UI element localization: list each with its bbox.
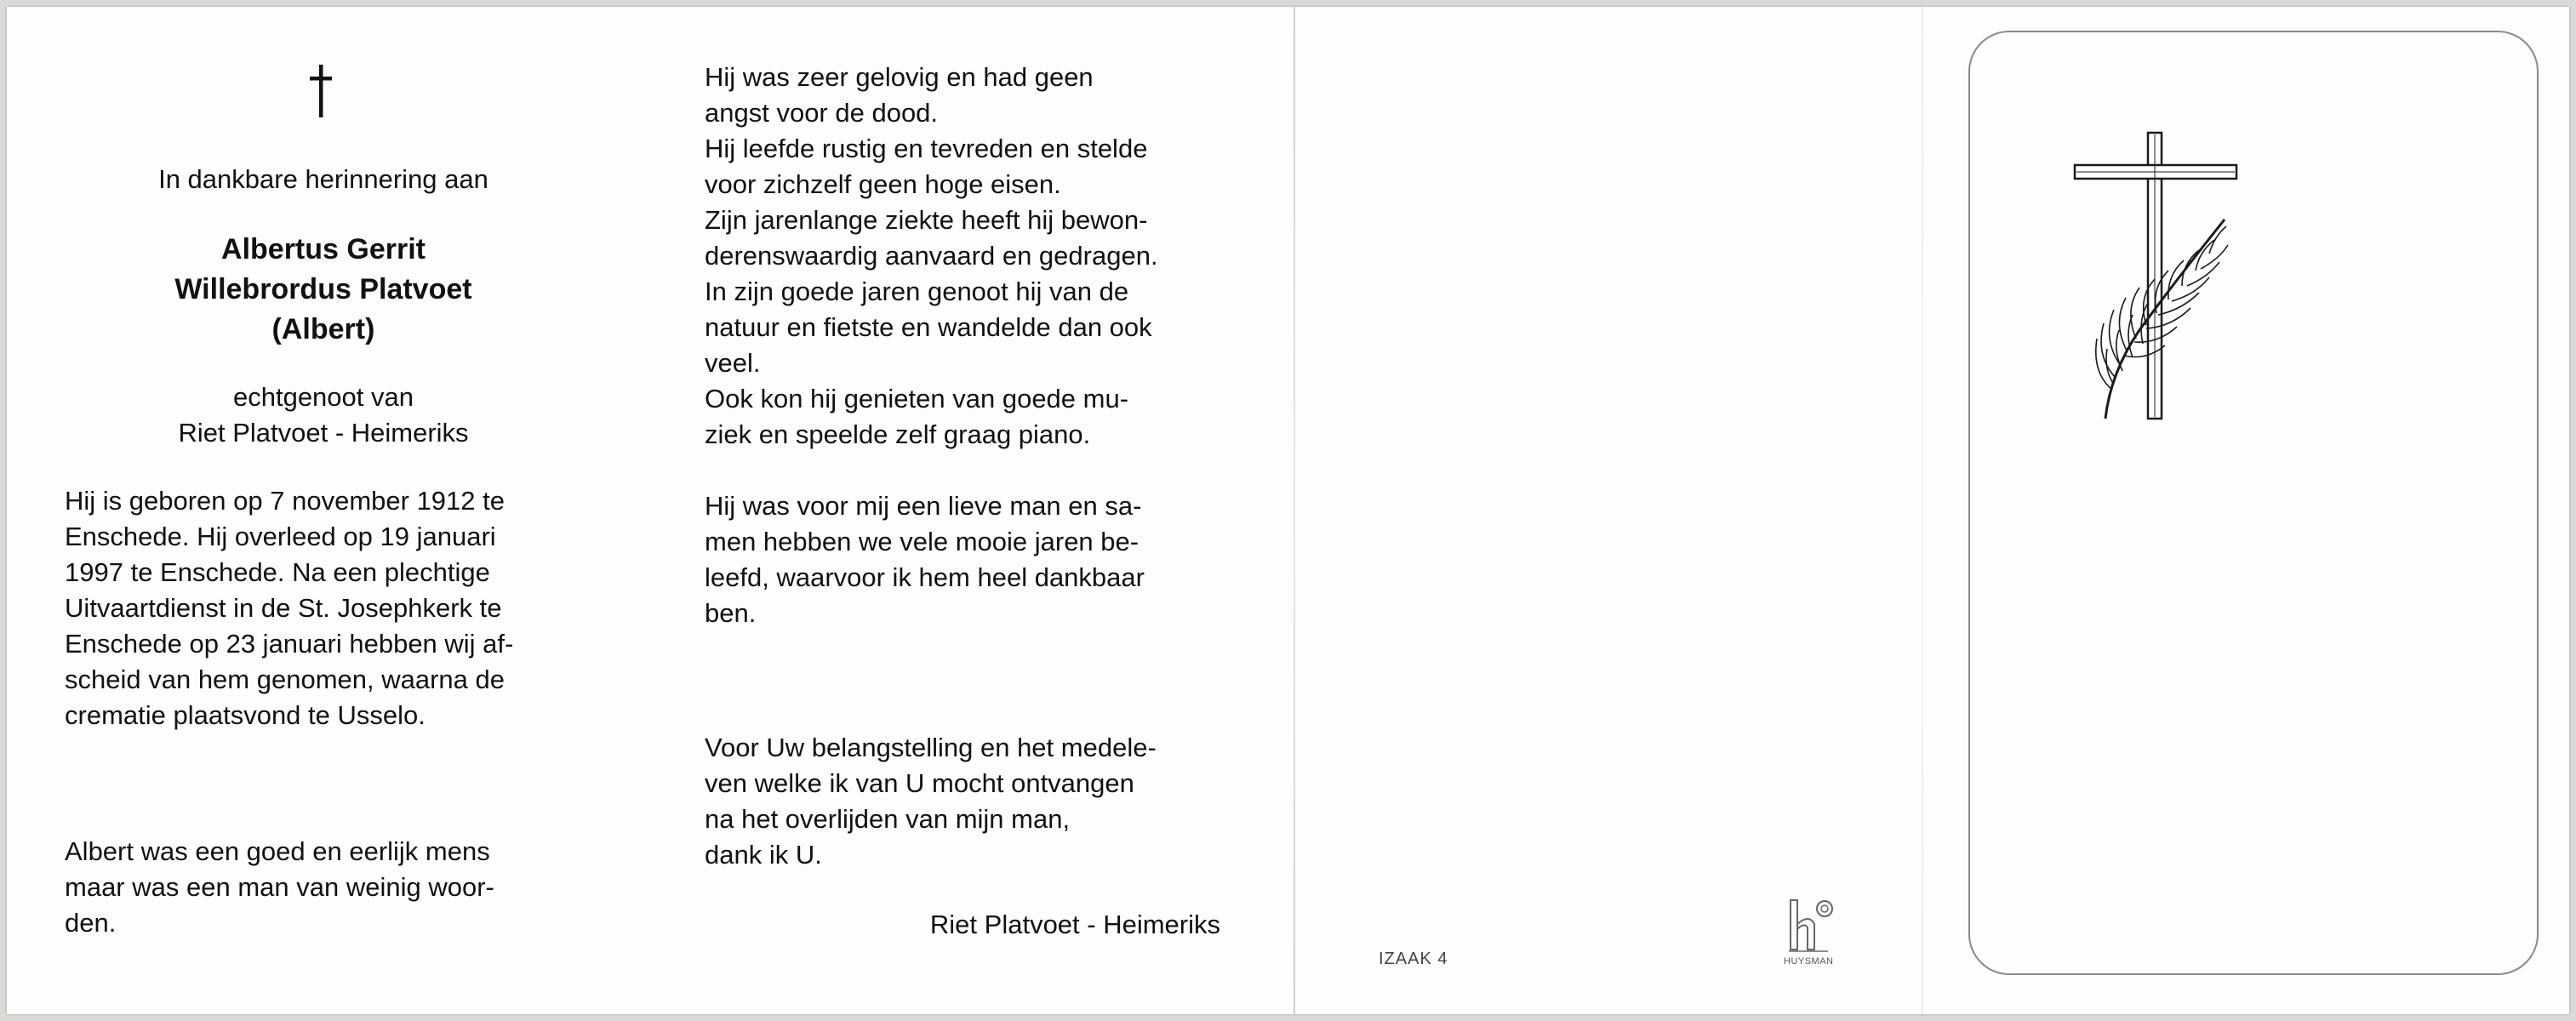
text-line: crematie plaatsvond te Usselo. [65,700,426,730]
spouse-name: Riet Platvoet - Heimeriks [178,418,469,448]
cover-frame [1968,31,2539,975]
text-line: natuur en fietste en wandelde dan ook [705,312,1152,342]
text-line: veel. [705,348,761,378]
fold-line [1294,7,1295,1014]
fold-line [1922,7,1923,1014]
biography-paragraph [65,483,580,733]
text-line: leefd, waarvoor ik hem heel dankbaar [705,562,1145,592]
name-line: Albertus Gerrit [221,233,426,265]
text-line: scheid van hem genomen, waarna de [65,665,505,694]
text-line: In zijn goede jaren genoot hij van de [705,277,1129,306]
name-line: Willebrordus Platvoet [174,273,472,305]
text-line: 1997 te Enschede. Na een plechtige [65,557,490,587]
text-line: maar was een man van weinig woor- [65,872,494,902]
text-line: Enschede op 23 januari hebben wij af- [65,629,514,659]
cross-with-palm-branch-icon [2063,126,2250,436]
text-line: Uitvaartdienst in de St. Josephkerk te [65,593,502,623]
text-line: voor zichzelf geen hoge eisen. [705,169,1061,199]
text-line: ven welke ik van U mocht ontvangen [705,768,1134,798]
faith-paragraph [705,60,1220,453]
signature: Riet Platvoet - Heimeriks [929,910,1220,939]
text-line: angst voor de dood. [705,98,939,128]
text-line: Ook kon hij genieten van goede mu- [705,384,1129,414]
text-line: Albert was een goed en eerlijk mens [65,836,490,866]
deceased-name [60,230,587,350]
tribute-paragraph [705,488,1220,631]
text-line: den. [65,908,117,938]
printer-name: HUYSMAN [1784,956,1834,967]
text-line: na het overlijden van mijn man, [705,804,1071,834]
text-line: Hij was zeer gelovig en had geen [705,62,1094,92]
text-line: Voor Uw belangstelling en het medele- [705,733,1157,762]
text-line: derenswaardig aanvaard en gedragen. [705,241,1158,271]
text-line: Hij was voor mij een lieve man en sa- [705,491,1142,521]
text-line: Zijn jarenlange ziekte heeft hij bewon- [705,205,1148,235]
text-line: Enschede. Hij overleed op 19 januari [65,522,496,551]
text-line: dank ik U. [705,840,822,870]
printer-logo-icon [1785,895,1845,961]
thanks-paragraph [705,730,1220,873]
card-code: IZAAK 4 [1379,950,1448,968]
cross-icon [306,65,335,122]
text-line: men hebben we vele mooie jaren be- [705,527,1139,556]
text-line: Hij leefde rustig en tevreden en stelde [705,134,1148,163]
text-line: ziek en speelde zelf graag piano. [705,419,1091,449]
name-line: (Albert) [271,313,375,345]
text-line: Hij is geboren op 7 november 1912 te [65,486,505,516]
text-line: ben. [705,598,757,628]
intro-line: In dankbare herinnering aan [158,164,488,194]
spouse-block [60,379,587,451]
spouse-label: echtgenoot van [232,382,414,412]
character-paragraph [65,834,580,941]
